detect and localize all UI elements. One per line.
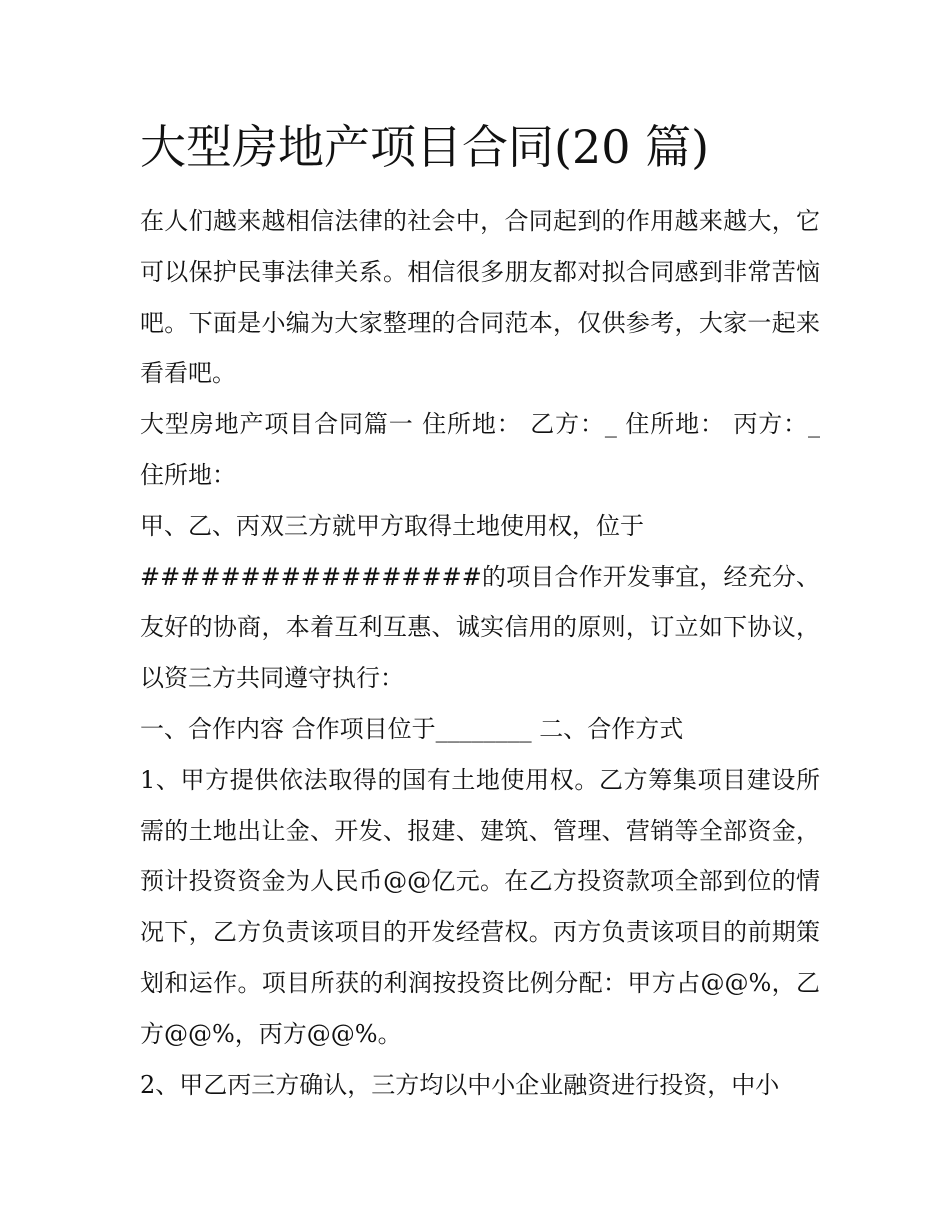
paragraph-clause-1: 1、甲方提供依法取得的国有土地使用权。乙方筹集项目建设所需的土地出让金、开发、报建、建筑、管理、营销等全部资金，预计投资资金为人民币@@亿元。在乙方投资款项全部到位的情况下，乙方负责该项目的开发经营权。丙方负责该项目的前期策划和运作。项目所获的利润按投资比例分配：甲方占@@%，乙方@@%，丙方@@%。 [140,765,820,1048]
paragraph-clause-2: 2、甲乙丙三方确认，三方均以中小企业融资进行投资，中小 [140,1070,780,1099]
document-body [140,196,820,1110]
paragraph-parties: 大型房地产项目合同篇一 住所地： 乙方：_ 住所地： 丙方：_ 住所地： [140,410,820,489]
paragraph-section-headings: 一、合作内容 合作项目位于________ 二、合作方式 [140,714,684,743]
paragraph-intro: 在人们越来越相信法律的社会中，合同起到的作用越来越大，它可以保护民事法律关系。相信很多朋友都对拟合同感到非常苦恼吧。下面是小编为大家整理的合同范本，仅供参考，大家一起来看看吧。 [140,207,820,388]
document-title: 大型房地产项目合同(20 篇) [140,120,710,174]
paragraph-agreement-basis: #################的项目合作开发事宜，经充分、友好的协商，本着互利互惠、诚实信用的原则，订立如下协议，以资三方共同遵守执行： [140,562,820,693]
paragraph-land-location: 甲、乙、丙双三方就甲方取得土地使用权，位于 [140,511,644,540]
